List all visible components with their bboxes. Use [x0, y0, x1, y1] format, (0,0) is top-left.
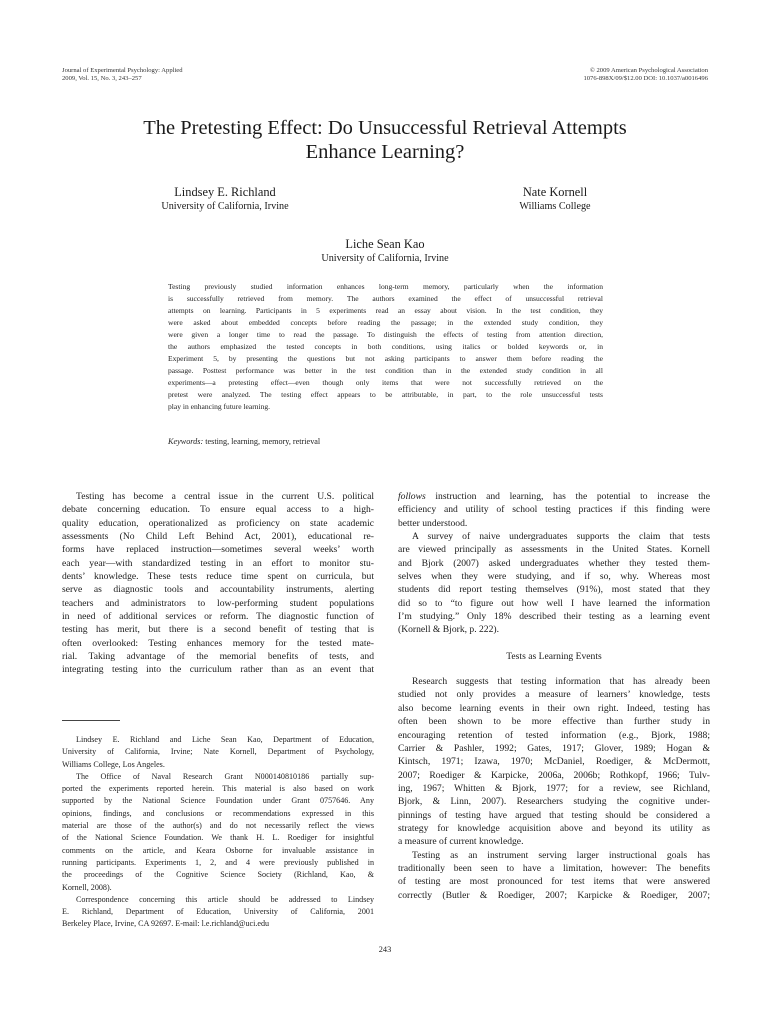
section-heading: Tests as Learning Events — [506, 650, 602, 662]
abstract-line: is successfully retrieved from memory. The authors examined the effect of unsuccessful retrieval — [168, 294, 603, 304]
author-name: Liche Sean Kao — [345, 237, 425, 251]
page-number: 243 — [378, 945, 392, 954]
author-affiliation: University of California, Irvine — [321, 253, 449, 264]
footnote-line: supported by the National Science Foundation under Grant 0757646. Any — [62, 796, 374, 806]
body-line: studied not only provides a measure of learners’ knowledge, tests — [398, 689, 710, 701]
footnote-line: Williams College, Los Angeles. — [62, 759, 165, 769]
footnote-line: running participants. Experiments 1, 2, and 4 were previously published in — [62, 857, 374, 867]
copyright-block — [583, 67, 708, 83]
footnote-line: Correspondence concerning this article should be addressed to Lindsey — [76, 894, 374, 904]
body-line: also become learning events in their own right. Indeed, testing has — [398, 702, 710, 714]
body-line: testing has merit, but there is a second benefit of testing that is — [62, 624, 374, 636]
footnote-line: of the National Science Foundation. We thank H. L. Roediger for insightful — [62, 833, 374, 843]
body-line: often overlooked: Testing enhances memory for the tested mate- — [62, 637, 374, 649]
keywords — [168, 436, 320, 448]
footnote-rule — [62, 720, 120, 721]
abstract-line: passage. Posttest performance was better in the test condition than in the extended study condition in all — [168, 366, 603, 376]
body-line: pinnings of testing have argued that testing should be considered a — [398, 809, 710, 821]
body-column-left — [62, 490, 374, 677]
body-line: teachers and administrators to low-performing student populations — [62, 597, 374, 609]
abstract-line: Testing previously studied information enhances long-term memory, particularly when the information — [168, 282, 603, 291]
abstract-line: were asked about embedded concepts before reading the passage; in the extended study condition, they — [168, 318, 603, 328]
journal-name: Journal of Experimental Psychology: Applied — [62, 67, 183, 74]
body-line: Carrier & Pashler, 1992; Gates, 1917; Glover, 1989; Hogan & — [398, 742, 710, 754]
author-affiliation: Williams College — [519, 201, 591, 212]
doi-line: 1076-898X/09/$12.00 DOI: 10.1037/a0016496 — [583, 75, 708, 82]
body-line: encouraging retention of tested information (e.g., Bjork, 1988; — [398, 729, 710, 741]
body-line: ing, 1967; Whitten & Bjork, 1977; for a review, see Richland, — [398, 782, 710, 794]
body-line: (Kornell & Bjork, p. 222). — [398, 624, 499, 636]
body-line: forms have replaced instruction—sometimes several weeks’ worth — [62, 544, 374, 556]
abstract-line: play in enhancing future learning. — [168, 402, 271, 412]
footnote-line: University of California, Irvine; Nate Kornell, Department of Psychology, — [62, 747, 374, 757]
body-line: did so to “to figure out how well I have learned the information — [398, 597, 710, 609]
author-name: Lindsey E. Richland — [174, 185, 276, 199]
footnote-line: E. Richland, Department of Education, University of California, 2001 — [62, 907, 374, 917]
author-block — [235, 237, 535, 265]
footnote-line: ported the experiments reported herein. This material is also based on work — [62, 784, 374, 794]
copyright-notice: © 2009 American Psychological Association — [589, 67, 708, 74]
body-line: 2007; Roediger & Karpicke, 2006a, 2006b; Rothkopf, 1966; Tulv- — [398, 769, 710, 781]
body-line: traditionally been seen to have a limitation, however: The benefits — [398, 862, 710, 874]
body-line: assessments (No Child Left Behind Act, 2001), educational re- — [62, 531, 374, 543]
abstract-line: were given a longer time to read the passage. To distinguish the effects of testing from attention direction, — [168, 330, 603, 340]
abstract-line: experiments—a pretesting effect—even though only items that were not successfully retrieved on the — [168, 378, 603, 388]
footnote-line: Lindsey E. Richland and Liche Sean Kao, Department of Education, — [76, 735, 374, 744]
body-line-rest: instruction and learning, has the potential to increase the — [425, 491, 710, 502]
body-line: Testing has become a central issue in the current U.S. political — [76, 491, 374, 502]
footnote-line: The Office of Naval Research Grant N000140810186 partially sup- — [76, 771, 374, 781]
body-line: strategy for knowledge acquisition above and beyond its utility as — [398, 822, 710, 834]
footnote-line: comments on the article, and Keara Osborne for invaluable assistance in — [62, 845, 374, 855]
footnote-line: Kornell, 2008). — [62, 882, 112, 892]
footnote-line: opinions, findings, and conclusions or recommendations expressed in this — [62, 808, 374, 818]
keywords-list: testing, learning, memory, retrieval — [203, 437, 321, 446]
body-line: Kintsch, 1971; Izawa, 1970; McDaniel, Roediger, & McDermott, — [398, 756, 710, 768]
body-line — [398, 490, 710, 503]
body-line: a measure of current knowledge. — [398, 836, 524, 848]
body-line: integrating testing into the curriculum rather than as an event that — [62, 664, 374, 676]
body-line: A survey of naive undergraduates supports the claim that tests — [412, 531, 710, 543]
author-note — [62, 734, 374, 931]
body-line: often been shown to be more effective than further study in — [398, 716, 710, 728]
body-line: and Bjork (2007) asked undergraduates whether they tested them- — [398, 557, 710, 569]
abstract-line: the authors emphasized the tested concepts in both conditions, using italics or bolded keywords or, in — [168, 342, 603, 352]
abstract-line: Experiment 5, by presenting the questions but not asking participants to answer them before reading the — [168, 354, 603, 364]
title-line-2: Enhance Learning? — [305, 141, 465, 163]
body-line: I’m studying.” Only 18% described their testing as a learning event — [398, 611, 710, 623]
body-line: are viewed principally as assessments in the United States. Kornell — [398, 544, 710, 556]
author-block — [450, 185, 660, 213]
author-name: Nate Kornell — [522, 185, 588, 199]
author-affiliation: University of California, Irvine — [161, 201, 289, 212]
author-block — [120, 185, 330, 213]
title-line-1: The Pretesting Effect: Do Unsuccessful Retrieval Attempts — [143, 117, 627, 139]
body-line: correctly (Butler & Roediger, 2007; Karpicke & Roediger, 2007; — [398, 889, 710, 901]
body-line: Bjork, & Linn, 2007). Researchers studying the cognitive under- — [398, 796, 710, 808]
body-column-right — [398, 490, 710, 902]
body-line: quality education, operationalized as proficiency on state academic — [62, 517, 374, 529]
abstract-line: attempts on learning. Participants in 5 experiments read an essay about vision. In the test condition, they — [168, 306, 603, 316]
body-line: Testing as an instrument serving larger instructional goals has — [412, 849, 710, 861]
body-line: efficiency and utility of school testing practices if this finding were — [398, 504, 710, 516]
journal-citation — [62, 67, 183, 83]
body-line: students did report testing themselves (91%), most stated that they — [398, 584, 710, 596]
footnote-line: the proceedings of the Cognitive Science Society (Richland, Kao, & — [62, 870, 374, 880]
body-line: dents’ knowledge. These tests reduce time spent on curricula, but — [62, 571, 374, 583]
body-line: Research suggests that testing information that has already been — [412, 676, 710, 688]
article-title — [60, 116, 710, 164]
emphasized-word: follows — [398, 491, 426, 502]
body-line: better understood. — [398, 517, 468, 529]
body-line: debate concerning education. To ensure equal access to a high- — [62, 504, 374, 516]
body-line: selves when they were studying, and if so, why. Whereas most — [398, 571, 710, 583]
correspondence-line: Berkeley Place, Irvine, CA 92697. E-mail: l.e.richland@uci.edu — [62, 919, 270, 929]
body-line: of testing are most pronounced for test items that were answered — [398, 876, 710, 888]
body-line: rial. Taking advantage of the memorial benefits of tests, and — [62, 651, 374, 663]
body-line: serve as diagnostic tools and accountability instruments, alerting — [62, 584, 374, 596]
journal-volume: 2009, Vol. 15, No. 3, 243–257 — [62, 75, 142, 82]
abstract — [168, 281, 603, 414]
keywords-label: Keywords: — [168, 437, 204, 446]
body-line: each year—with standardized testing in an effort to monitor stu- — [62, 557, 374, 569]
abstract-line: pretest were analyzed. The testing effect appears to be attributable, in part, to the role unsuccessful tests — [168, 390, 603, 400]
body-line: in need of additional services or reform. The diagnostic function of — [62, 611, 374, 623]
footnote-line: material are those of the author(s) and do not necessarily reflect the views — [62, 821, 374, 831]
